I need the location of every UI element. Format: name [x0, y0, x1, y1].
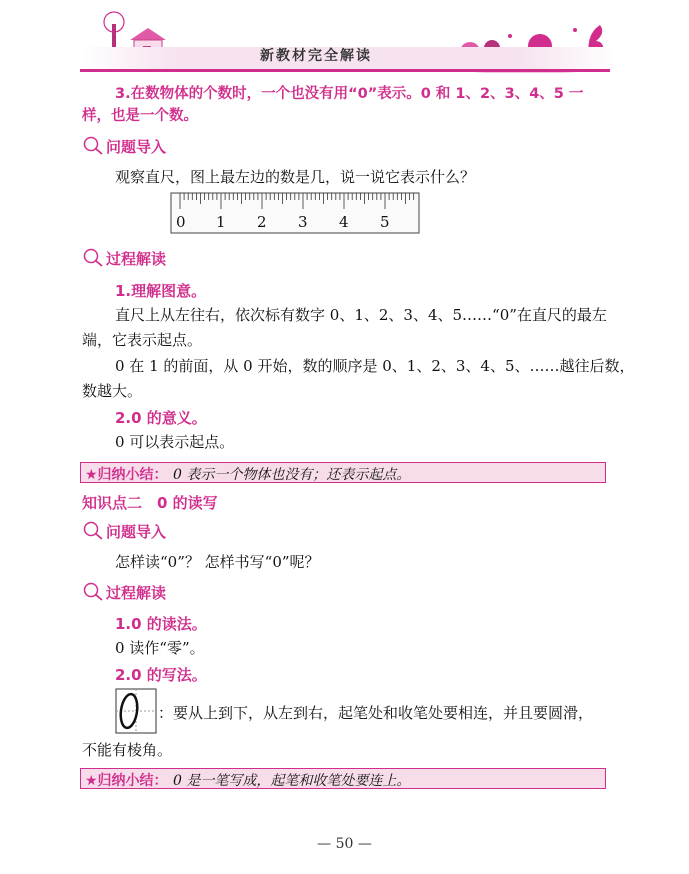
process-heading-1: 过程解读: [106, 250, 167, 268]
point1-title: 1.理解图意。: [115, 282, 207, 300]
knowledge-point-heading: 知识点二 0 的读写: [82, 494, 218, 512]
ruler-labels: [170, 213, 420, 233]
header-title: 新教材完全解读: [260, 48, 372, 64]
point1-para2-line2: 数越大。: [82, 382, 143, 400]
write-line-2: 不能有棱角。: [82, 741, 173, 759]
magnifier-icon: [82, 248, 104, 268]
ruler-label: 4: [339, 213, 349, 231]
write-title: 2.0 的写法。: [115, 666, 207, 684]
summary-box-2: [80, 768, 606, 789]
ruler-label: 0: [176, 213, 186, 231]
intro-line-2: 样，也是一个数。: [82, 108, 198, 124]
read-title: 1.0 的读法。: [115, 615, 207, 633]
question-text-2: 怎样读“0”？ 怎样书写“0”呢？: [115, 553, 320, 571]
summary-box-1: [80, 462, 606, 483]
point2-text: 0 可以表示起点。: [115, 433, 235, 451]
question-heading-1: 问题导入: [106, 138, 167, 156]
magnifier-icon: [82, 582, 104, 602]
write-line-1: ：要从上到下，从左到右，起笔处和收笔处要相连，并且要圆滑，: [158, 704, 594, 722]
ruler-label: 5: [380, 213, 390, 231]
read-text: 0 读作“零”。: [115, 639, 205, 657]
intro-line-1: 3.在数物体的个数时，一个也没有用“0”表示。0 和 1、2、3、4、5 一: [115, 86, 584, 102]
point1-para1-line2: 端，它表示起点。: [82, 331, 203, 349]
summary-text: 0 表示一个物体也没有；还表示起点。: [173, 467, 411, 483]
question-heading-2: 问题导入: [106, 523, 167, 541]
point1-para2-line1: 0 在 1 的前面，从 0 开始，数的顺序是 0、1、2、3、4、5、……越往后数，: [115, 357, 635, 375]
magnifier-icon: [82, 521, 104, 541]
summary-text: 0 是一笔写成，起笔和收笔处要连上。: [173, 773, 411, 789]
summary-label: ★归纳小结：: [85, 467, 168, 483]
summary-label: ★归纳小结：: [85, 773, 168, 789]
magnifier-icon: [82, 136, 104, 156]
point1-para1-line1: 直尺上从左往右，依次标有数字 0、1、2、3、4、5……“0”在直尺的最左: [115, 306, 607, 324]
process-heading-2: 过程解读: [106, 584, 167, 602]
page-number: — 50 —: [317, 836, 372, 852]
ruler-label: 1: [216, 213, 226, 231]
zero-writing-grid: [115, 688, 157, 734]
ruler-label: 3: [298, 213, 308, 231]
point2-title: 2.0 的意义。: [115, 409, 207, 427]
ruler-label: 2: [257, 213, 267, 231]
question-text-1: 观察直尺，图上最左边的数是几，说一说它表示什么？: [115, 168, 476, 186]
header-rule: [80, 69, 610, 72]
